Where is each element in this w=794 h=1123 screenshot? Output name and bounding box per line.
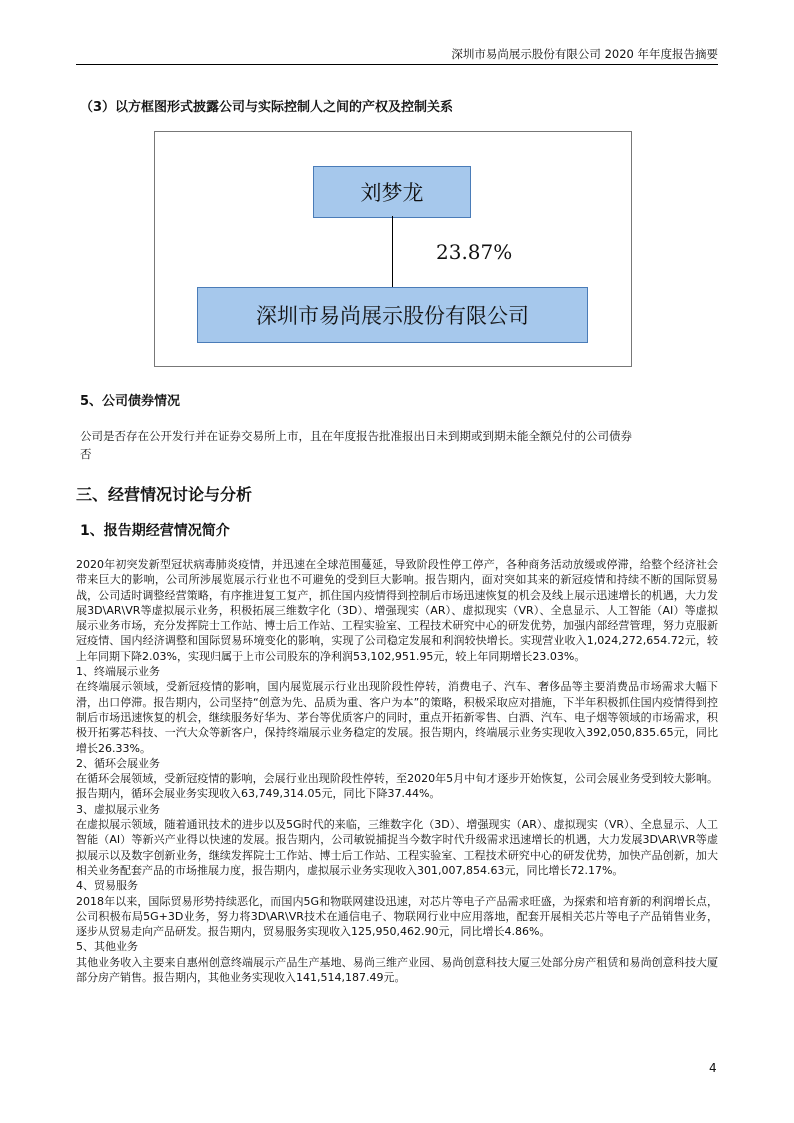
section-5-heading: 5、公司债券情况: [80, 394, 181, 409]
trade-paragraph: 2018年以来，国际贸易形势持续恶化，而国内5G和物联网建设迅速，对芯片等电子产品需求旺盛，为探索和培育新的利润增长点，公司积极布局5G+3D业务，努力将3D\AR\VR技术在通信电子、物联网行业中应用落地，配套开展相关芯片等电子产品销售业务，逐步从贸易走向产品研发。报告期内，贸易服务实现收入125,950,462.90元，同比增长4.86%。: [76, 894, 718, 939]
header-title: 深圳市易尚展示股份有限公司 2020 年年度报告摘要: [451, 47, 718, 61]
item-heading-terminal: 1、终端展示业务: [76, 665, 160, 679]
item-heading-virtual: 3、虚拟展示业务: [76, 802, 160, 816]
ownership-diagram: [154, 131, 632, 367]
ownership-percentage: 23.87%: [436, 240, 513, 264]
page-header: [76, 44, 718, 65]
subsection-heading: 1、报告期经营情况简介: [80, 523, 230, 539]
item-heading-trade: 4、贸易服务: [76, 879, 138, 893]
exhibition-paragraph: 在循环会展领域，受新冠疫情的影响，会展行业出现阶段性停转，至2020年5月中旬才逐步开始恢复，公司会展业务受到较大影响。报告期内，循环会展业务实现收入63,749,314.05元，同比下降37.44%。: [76, 772, 718, 801]
controller-box: [313, 166, 471, 218]
company-name: 深圳市易尚展示股份有限公司: [256, 304, 529, 328]
item-heading-other: 5、其他业务: [76, 940, 138, 954]
controller-name: 刘梦龙: [360, 181, 424, 205]
report-body: [76, 557, 718, 985]
other-paragraph: 其他业务收入主要来自惠州创意终端展示产品生产基地、易尚三维产业园、易尚创意科技大厦三处部分房产租赁和易尚创意科技大厦部分房产销售。报告期内，其他业务实现收入141,514,187.49元。: [76, 955, 718, 985]
chapter-heading: 三、经营情况讨论与分析: [76, 485, 253, 504]
page-number: 4: [709, 1061, 717, 1075]
item-heading-exhibition: 2、循环会展业务: [76, 756, 160, 770]
company-box: [197, 287, 588, 343]
virtual-paragraph: 在虚拟展示领域，随着通讯技术的进步以及5G时代的来临，三维数字化（3D）、增强现实（AR）、虚拟现实（VR）、全息显示、人工智能（AI）等新兴产业得以快速的发展。报告期内，公司敏锐捕捉当今数字时代升级需求迅速增长的机遇，大力发展3D\AR\VR等虚拟展示以及数字创新业务，继续发挥院士工作站、博士后工作站、工程实验室、工程技术研究中心的研发优势，加快产品创新，加大相关业务配套产品的市场推展力度，报告期内，虚拟展示业务实现收入301,007,854.63元，同比增长72.17%。: [76, 818, 718, 877]
section-3-heading: （3）以方框图形式披露公司与实际控制人之间的产权及控制关系: [80, 100, 454, 115]
bond-answer: 否: [80, 447, 92, 461]
intro-paragraph: 2020年初突发新型冠状病毒肺炎疫情，并迅速在全球范围蔓延，导致阶段性停工停产，各种商务活动放缓或停滞，给整个经济社会带来巨大的影响，公司所涉展览展示行业也不可避免的受到巨大影响。报告期内，面对突如其来的新冠疫情和持续不断的国际贸易战，公司适时调整经营策略，有序推进复工复产，抓住国内疫情得到控制后市场迅速恢复的机会及线上展示迅速增长的机遇，大力发展3D\AR\VR等虚拟展示业务，积极拓展三维数字化（3D）、增强现实（AR）、虚拟现实（VR）、全息显示、人工智能（AI）等虚拟展示业务市场，充分发挥院士工作站、博士后工作站、工程实验室、工程技术研究中心的研发优势，加强内部经营管理，努力克服新冠疫情、国内经济调整和国际贸易环境变化的影响，实现了公司稳定发展和利润较快增长。实现营业收入1,024,272,654.72元，较上年同期下降2.03%，实现归属于上市公司股东的净利润53,102,951.95元，较上年同期增长23.03%。: [76, 558, 718, 663]
ownership-arrow-line: [392, 216, 393, 290]
bond-question: 公司是否存在公开发行并在证券交易所上市，且在年度报告批准报出日未到期或到期未能全额兑付的公司债券: [80, 429, 632, 443]
terminal-paragraph: 在终端展示领域，受新冠疫情的影响，国内展览展示行业出现阶段性停转，消费电子、汽车、奢侈品等主要消费品市场需求大幅下滑，出口停滞。报告期内，公司坚持“创意为先、品质为重、客户为本”的策略，积极采取应对措施，下半年积极抓住国内疫情得到控制后市场迅速恢复的机会，继续服务好华为、茅台等优质客户的同时，重点开拓新零售、白酒、汽车、电子烟等领域的市场需求，积极开拓雾芯科技、一汽大众等新客户，保持终端展示业务稳定的发展。报告期内，终端展示业务实现收入392,050,835.65元，同比增长26.33%。: [76, 680, 718, 755]
